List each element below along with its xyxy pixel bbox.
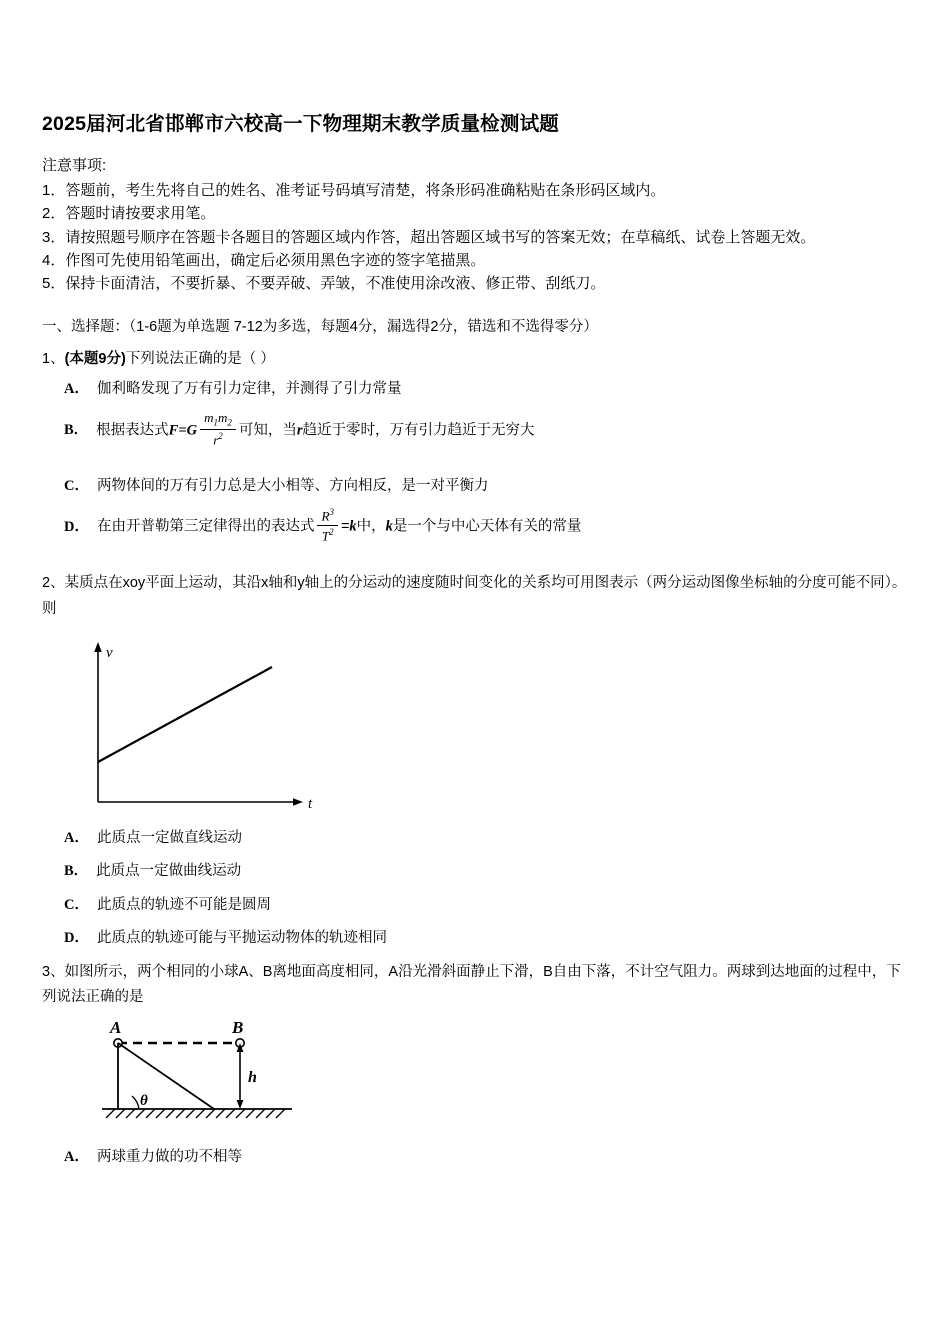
question-3-stem: 3、如图所示，两个相同的小球A、B离地面高度相同，A沿光滑斜面静止下滑，B自由下落，不计空气阻力。两球到达地面的过程中，下列说法正确的是 (42, 963, 901, 1006)
question-1-option-c (42, 475, 908, 498)
question-1-score: (本题9分) (64, 351, 126, 367)
frac-den-exp: 2 (329, 527, 334, 538)
velocity-time-graph-svg (50, 632, 340, 812)
frac-num-R: R (321, 508, 330, 524)
variable-r: r (296, 422, 303, 438)
question-1-number: 1、 (42, 351, 65, 367)
question-1-option-d (42, 508, 908, 546)
question-2 (42, 571, 908, 950)
option-text-post: 可知，当 (238, 422, 297, 438)
option-text-mid: 中， (356, 518, 386, 535)
question-2-option-b (42, 860, 908, 883)
option-text: 此质点一定做直线运动 (96, 830, 242, 847)
page-title: 2025届河北省邯郸市六校高一下物理期末教学质量检测试题 (42, 113, 559, 135)
frac-den-T: T (321, 528, 330, 544)
gravity-formula-fraction (200, 411, 236, 448)
notice-item: 1．答题前，考生先将自己的姓名、准考证号码填写清楚，将条形码准确粘贴在条形码区域内。 (42, 182, 666, 199)
option-text-post2: 趋近于零时，万有引力趋近于无穷大 (302, 422, 535, 438)
option-text-pre: 在由开普勒第三定律得出的表达式 (96, 518, 315, 535)
frac-num-m2-sub: 2 (227, 417, 232, 428)
incline-label-b: B (232, 1017, 244, 1037)
question-2-option-d (42, 927, 908, 950)
notice-heading: 注意事项: (42, 157, 107, 174)
variable-k: k (349, 518, 357, 535)
question-2-option-a (42, 827, 908, 850)
option-label: C． (64, 896, 89, 913)
option-label: D． (64, 929, 89, 946)
option-label: A． (64, 381, 89, 398)
frac-num-exp: 3 (329, 506, 334, 517)
notice-item: 5．保持卡面清洁，不要折暴、不要弄破、弄皱，不准使用涂改液、修正带、刮纸刀。 (42, 275, 606, 292)
option-text: 此质点一定做曲线运动 (96, 863, 242, 880)
question-1-stem (42, 347, 908, 372)
frac-num-m1-sub: 1 (213, 417, 218, 428)
notice-item: 3．请按照题号顺序在答题卡各题目的答题区域内作答，超出答题区域书写的答案无效；在草稿纸、试卷上答题无效。 (42, 228, 816, 246)
notice-item: 2．答题时请按要求用笔。 (42, 205, 216, 223)
frac-num-m2: m (217, 409, 228, 425)
question-2-stem: 2、某质点在xoy平面上运动，其沿x轴和y轴上的分运动的速度随时间变化的关系均可用图表示（两分运动图像坐标轴的分度可能不同）。则 (42, 575, 907, 617)
frac-den-r: r (213, 431, 219, 447)
incline-figure (82, 1017, 908, 1140)
option-text-post: 是一个与中心天体有关的常量 (392, 518, 582, 535)
notice-item: 4．作图可先使用铅笔画出，确定后必须用黑色字迹的签字笔描黑。 (42, 251, 486, 269)
option-label: D． (64, 518, 89, 535)
kepler-formula-fraction (317, 507, 337, 545)
option-text: 此质点的轨迹不可能是圆周 (96, 896, 271, 913)
option-label: B． (64, 863, 89, 880)
equals-sign: = (340, 518, 350, 535)
option-label: B． (64, 422, 89, 438)
question-1-option-a (42, 378, 908, 401)
notice-list (42, 179, 908, 295)
variable-k-2: k (385, 518, 393, 535)
option-text: 此质点的轨迹可能与平抛运动物体的轨迹相同 (96, 929, 387, 946)
question-1 (42, 347, 908, 545)
question-2-option-c (42, 894, 908, 917)
option-text: 两物体间的万有引力总是大小相等、方向相反，是一对平衡力 (96, 477, 489, 494)
incline-label-h: h (248, 1068, 257, 1086)
question-3 (42, 960, 908, 1169)
question-3-option-a (42, 1146, 908, 1169)
incline-label-theta: θ (140, 1092, 148, 1109)
graph-x-label: t (308, 796, 313, 813)
frac-num-m1: m (204, 409, 214, 425)
option-text: 两球重力做的功不相等 (96, 1148, 242, 1165)
option-text: 伽利略发现了万有引力定律，并测得了引力常量 (96, 381, 402, 398)
graph-y-label: v (106, 645, 113, 662)
option-label: C． (64, 477, 89, 494)
option-label: A． (64, 1148, 89, 1165)
section-heading: 一、选择题：（1-6题为单选题 7-12为多选，每题4分，漏选得2分，错选和不选得零分） (42, 319, 598, 336)
frac-den-exp: 2 (218, 430, 223, 441)
question-1-text: 下列说法正确的是（ ） (125, 351, 275, 367)
velocity-time-graph-figure (50, 632, 908, 817)
option-text-pre: 根据表达式 (96, 422, 169, 438)
question-1-option-b (42, 409, 908, 449)
incline-label-a: A (110, 1017, 122, 1037)
formula-lead: F=G (168, 422, 198, 438)
option-label: A． (64, 830, 89, 847)
incline-figure-svg (82, 1017, 312, 1135)
